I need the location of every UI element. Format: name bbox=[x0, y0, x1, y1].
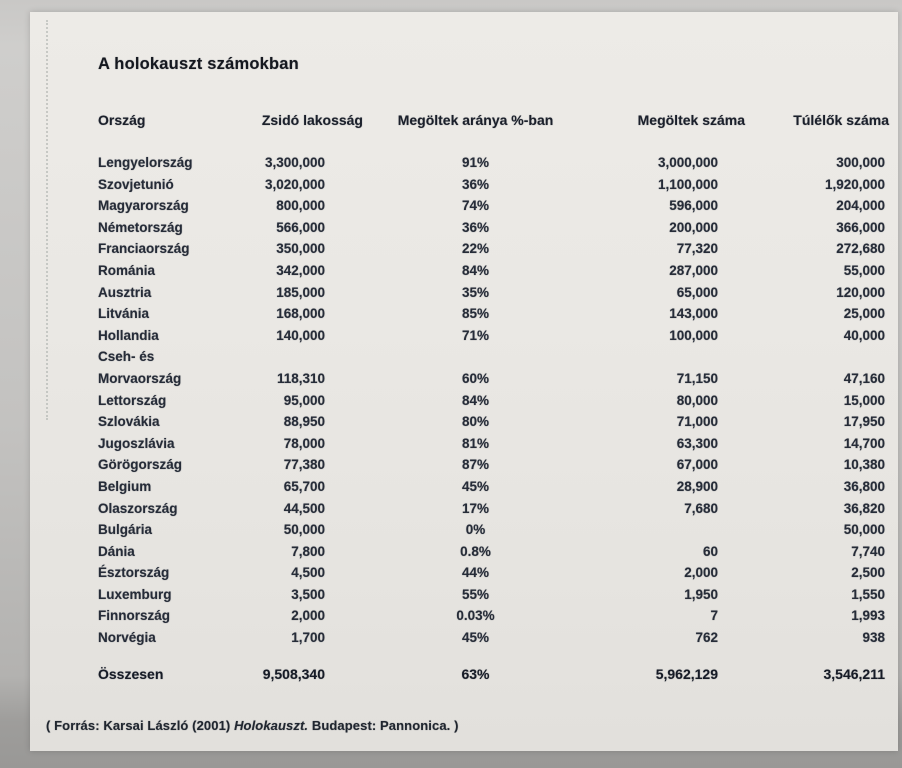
jewish-population-cell: 566,000 bbox=[276, 219, 325, 235]
killed-count-cell: 60 bbox=[702, 543, 718, 559]
country-cell: Dánia bbox=[98, 543, 135, 559]
killed-count-cell: 2,000 bbox=[684, 565, 718, 581]
total-killed-count: 5,962,129 bbox=[655, 666, 718, 682]
killed-percent-cell: 87% bbox=[461, 457, 490, 473]
survivors-count-cell: 938 bbox=[862, 630, 885, 646]
country-cell: Franciaország bbox=[98, 241, 190, 257]
killed-percent-cell: 45% bbox=[461, 478, 490, 494]
jewish-population-cell: 185,000 bbox=[276, 284, 325, 300]
jewish-population-cell: 2,000 bbox=[291, 608, 325, 624]
table-row bbox=[98, 195, 893, 217]
table-row bbox=[98, 282, 893, 304]
killed-percent-cell: 36% bbox=[461, 176, 490, 192]
killed-count-cell: 67,000 bbox=[676, 457, 718, 473]
jewish-population-cell: 44,500 bbox=[283, 500, 325, 516]
survivors-count-cell: 7,740 bbox=[851, 543, 885, 559]
killed-percent-cell: 0.8% bbox=[460, 543, 491, 559]
source-suffix: Budapest: Pannonica. ) bbox=[308, 718, 459, 733]
killed-percent-cell: 91% bbox=[461, 155, 490, 170]
jewish-population-cell: 88,950 bbox=[283, 414, 325, 430]
killed-count-cell: 762 bbox=[695, 630, 718, 646]
killed-percent-cell: 55% bbox=[461, 586, 490, 602]
jewish-population-cell: 77,380 bbox=[283, 457, 325, 473]
survivors-count-cell: 40,000 bbox=[843, 327, 885, 343]
killed-percent-cell: 35% bbox=[461, 284, 490, 300]
table-body bbox=[98, 152, 893, 649]
country-cell: Bulgária bbox=[98, 522, 153, 538]
survivors-count-cell: 15,000 bbox=[843, 392, 885, 408]
table-row bbox=[98, 562, 893, 584]
killed-count-cell: 7,680 bbox=[684, 500, 718, 516]
jewish-population-cell: 140,000 bbox=[276, 327, 325, 343]
killed-percent-cell: 36% bbox=[461, 219, 490, 235]
killed-percent-cell: 22% bbox=[461, 241, 490, 257]
killed-count-cell: 65,000 bbox=[676, 284, 718, 300]
survivors-count-cell: 1,920,000 bbox=[824, 176, 885, 192]
country-cell: Cseh- és bbox=[98, 349, 155, 365]
killed-count-cell: 287,000 bbox=[669, 262, 718, 278]
killed-percent-cell: 74% bbox=[461, 198, 490, 214]
survivors-count-cell: 204,000 bbox=[836, 198, 885, 214]
killed-count-cell: 63,300 bbox=[676, 435, 718, 451]
survivors-count-cell: 36,800 bbox=[843, 478, 885, 494]
country-cell: Észtország bbox=[98, 565, 170, 581]
survivors-count-cell: 10,380 bbox=[843, 457, 885, 473]
table-row bbox=[98, 390, 893, 412]
jewish-population-cell: 3,500 bbox=[291, 586, 325, 602]
table-row bbox=[98, 519, 893, 541]
killed-percent-cell: 84% bbox=[461, 262, 490, 278]
country-cell: Jugoszlávia bbox=[98, 435, 175, 451]
jewish-population-cell: 3,300,000 bbox=[264, 155, 325, 170]
country-cell: Litvánia bbox=[98, 306, 150, 322]
killed-percent-cell: 44% bbox=[461, 565, 490, 581]
table-row bbox=[98, 627, 893, 649]
survivors-count-cell: 17,950 bbox=[843, 414, 885, 430]
killed-count-cell: 71,150 bbox=[676, 370, 718, 386]
table-row bbox=[98, 411, 893, 433]
killed-count-cell: 200,000 bbox=[669, 219, 718, 235]
document-page bbox=[30, 12, 898, 751]
jewish-population-cell: 78,000 bbox=[283, 435, 325, 451]
survivors-count-cell: 14,700 bbox=[843, 435, 885, 451]
column-header-killed-percent: Megöltek aránya %-ban bbox=[397, 112, 554, 128]
country-cell: Finnország bbox=[98, 608, 171, 624]
killed-count-cell: 143,000 bbox=[669, 306, 718, 322]
killed-percent-cell: 17% bbox=[461, 500, 490, 516]
total-label: Összesen bbox=[98, 666, 164, 682]
killed-percent-cell bbox=[363, 346, 588, 368]
table-row bbox=[98, 498, 893, 520]
killed-count-cell: 7 bbox=[710, 608, 718, 624]
column-header-jewish-population: Zsidó lakosság bbox=[261, 112, 363, 128]
source-book-title: Holokauszt. bbox=[234, 718, 309, 733]
survivors-count-cell: 50,000 bbox=[843, 522, 885, 538]
table-row bbox=[98, 433, 893, 455]
killed-percent-cell: 0.03% bbox=[456, 608, 495, 624]
total-survivors-count: 3,546,211 bbox=[823, 666, 885, 682]
killed-percent-cell: 60% bbox=[461, 370, 490, 386]
jewish-population-cell: 350,000 bbox=[276, 241, 325, 257]
jewish-population-cell: 168,000 bbox=[276, 306, 325, 322]
survivors-count-cell: 36,820 bbox=[843, 500, 885, 516]
table-row bbox=[98, 325, 893, 347]
total-killed-percent: 63% bbox=[461, 666, 490, 682]
country-cell: Magyarország bbox=[98, 198, 189, 214]
table-row bbox=[98, 605, 893, 627]
country-cell: Görögország bbox=[98, 457, 183, 473]
killed-count-cell: 100,000 bbox=[669, 327, 718, 343]
jewish-population-cell: 118,310 bbox=[276, 370, 325, 386]
jewish-population-cell: 3,020,000 bbox=[264, 176, 325, 192]
column-header-country: Ország bbox=[98, 112, 146, 128]
country-cell: Szlovákia bbox=[98, 414, 160, 430]
killed-count-cell: 1,100,000 bbox=[657, 176, 718, 192]
source-citation bbox=[46, 718, 459, 733]
country-cell: Ausztria bbox=[98, 284, 152, 300]
jewish-population-cell: 1,700 bbox=[291, 630, 325, 646]
killed-count-cell bbox=[588, 519, 763, 541]
table-row bbox=[98, 217, 893, 239]
table-row bbox=[98, 454, 893, 476]
killed-percent-cell: 80% bbox=[461, 414, 490, 430]
table-row bbox=[98, 260, 893, 282]
killed-count-cell: 80,000 bbox=[676, 392, 718, 408]
column-header-killed-count: Megöltek száma bbox=[637, 112, 745, 128]
paper-edge-line bbox=[46, 20, 48, 420]
killed-percent-cell: 81% bbox=[461, 435, 490, 451]
country-cell: Lettország bbox=[98, 392, 167, 408]
killed-count-cell: 28,900 bbox=[676, 478, 718, 494]
table-row bbox=[98, 174, 893, 196]
survivors-count-cell: 366,000 bbox=[836, 219, 885, 235]
killed-count-cell: 596,000 bbox=[669, 198, 718, 214]
survivors-count-cell: 120,000 bbox=[836, 284, 885, 300]
killed-percent-cell: 84% bbox=[461, 392, 490, 408]
table-row bbox=[98, 476, 893, 498]
killed-percent-cell: 71% bbox=[461, 327, 490, 343]
table-total-row bbox=[98, 664, 893, 686]
survivors-count-cell: 272,680 bbox=[836, 241, 885, 257]
survivors-count-cell: 1,550 bbox=[851, 586, 885, 602]
survivors-count-cell bbox=[763, 346, 893, 368]
total-jewish-population: 9,508,340 bbox=[262, 666, 325, 682]
country-cell: Belgium bbox=[98, 478, 152, 494]
killed-percent-cell: 0% bbox=[465, 522, 486, 538]
table-row bbox=[98, 346, 893, 368]
country-cell: Románia bbox=[98, 262, 156, 278]
killed-count-cell: 71,000 bbox=[676, 414, 718, 430]
table-header-row bbox=[98, 110, 893, 132]
country-cell: Norvégia bbox=[98, 630, 156, 646]
jewish-population-cell: 65,700 bbox=[283, 478, 325, 494]
killed-count-cell: 1,950 bbox=[684, 586, 718, 602]
country-cell: Morvaország bbox=[98, 370, 182, 386]
table-row bbox=[98, 368, 893, 390]
killed-count-cell: 3,000,000 bbox=[657, 155, 718, 170]
country-cell: Olaszország bbox=[98, 500, 178, 516]
country-cell: Németország bbox=[98, 219, 183, 235]
killed-count-cell: 77,320 bbox=[676, 241, 718, 257]
survivors-count-cell: 1,993 bbox=[851, 608, 885, 624]
killed-count-cell bbox=[588, 346, 763, 368]
survivors-count-cell: 47,160 bbox=[843, 370, 885, 386]
killed-percent-cell: 85% bbox=[461, 306, 490, 322]
survivors-count-cell: 300,000 bbox=[836, 155, 885, 170]
jewish-population-cell: 7,800 bbox=[291, 543, 325, 559]
country-cell: Szovjetunió bbox=[98, 176, 174, 192]
table-row bbox=[98, 541, 893, 563]
survivors-count-cell: 2,500 bbox=[851, 565, 885, 581]
table-row bbox=[98, 584, 893, 606]
country-cell: Hollandia bbox=[98, 327, 159, 343]
country-cell: Luxemburg bbox=[98, 586, 172, 602]
page-title: A holokauszt számokban bbox=[98, 55, 299, 73]
killed-percent-cell: 45% bbox=[461, 630, 490, 646]
jewish-population-cell: 800,000 bbox=[276, 198, 325, 214]
country-cell: Lengyelország bbox=[98, 155, 193, 170]
jewish-population-cell: 50,000 bbox=[283, 522, 325, 538]
table-row bbox=[98, 152, 893, 174]
survivors-count-cell: 55,000 bbox=[843, 262, 885, 278]
column-header-survivors-count: Túlélők száma bbox=[793, 112, 889, 128]
survivors-count-cell: 25,000 bbox=[843, 306, 885, 322]
jewish-population-cell: 342,000 bbox=[276, 262, 325, 278]
table-row bbox=[98, 238, 893, 260]
jewish-population-cell: 95,000 bbox=[283, 392, 325, 408]
jewish-population-cell bbox=[238, 346, 363, 368]
table-row bbox=[98, 303, 893, 325]
jewish-population-cell: 4,500 bbox=[291, 565, 325, 581]
source-prefix: ( Forrás: Karsai László (2001) bbox=[46, 718, 235, 733]
